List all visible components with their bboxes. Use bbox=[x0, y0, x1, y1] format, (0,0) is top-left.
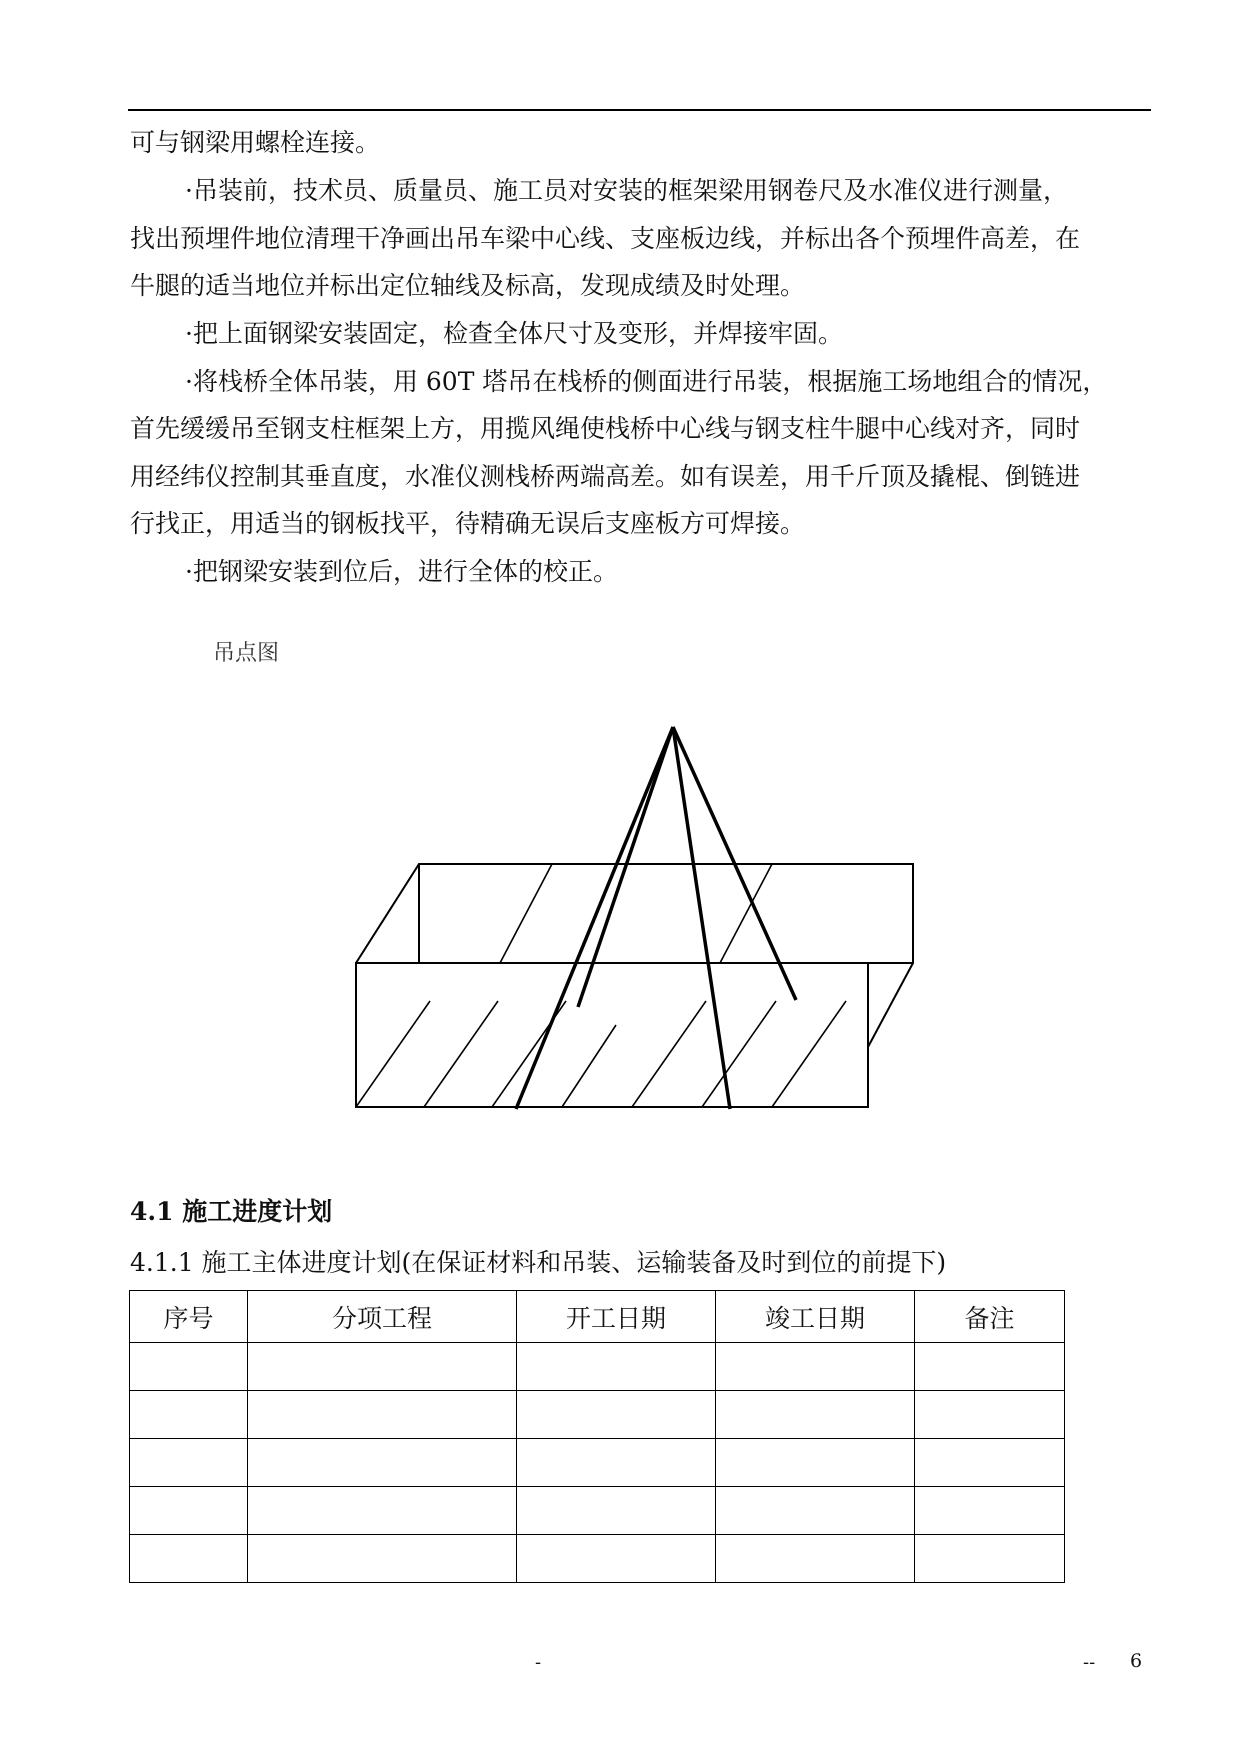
bullet-line: ·把上面钢梁安装固定，检查全体尺寸及变形，并焊接牢固。 bbox=[185, 319, 843, 348]
schedule-table bbox=[129, 1290, 1065, 1583]
footer-center-mark: - bbox=[535, 1652, 542, 1673]
figure-caption: 吊点图 bbox=[213, 641, 280, 666]
paragraph-line: 找出预埋件地位清理干净画出吊车梁中心线、支座板边线，并标出各个预埋件高差，在 bbox=[130, 224, 1081, 253]
bullet-line: ·把钢梁安装到位后，进行全体的校正。 bbox=[185, 557, 618, 586]
table-row bbox=[130, 1535, 1065, 1583]
section-heading: 4.1 施工进度计划 bbox=[130, 1197, 333, 1226]
column-header: 序号 bbox=[130, 1291, 248, 1343]
bullet-line: ·吊装前，技术员、质量员、施工员对安装的框架梁用钢卷尺及水准仪进行测量， bbox=[185, 176, 1068, 205]
paragraph-line: 首先缓缓吊至钢支柱框架上方，用揽风绳使栈桥中心线与钢支柱牛腿中心线对齐，同时 bbox=[130, 414, 1081, 443]
column-header: 开工日期 bbox=[517, 1291, 716, 1343]
column-header: 分项工程 bbox=[248, 1291, 517, 1343]
paragraph-line: 可与钢梁用螺栓连接。 bbox=[130, 128, 381, 157]
box-top-face bbox=[356, 864, 913, 963]
column-header: 竣工日期 bbox=[716, 1291, 915, 1343]
footer-right-mark: -- bbox=[1083, 1652, 1096, 1673]
sling-front-right bbox=[673, 727, 730, 1109]
paragraph-line: 用经纬仪控制其垂直度，水准仪测栈桥两端高差。如有误差，用千斤顶及撬棍、倒链进 bbox=[130, 462, 1081, 491]
lifting-point-diagram bbox=[340, 715, 920, 1135]
bullet-line: ·将栈桥全体吊装，用 60T 塔吊在栈桥的侧面进行吊装，根据施工场地组合的情况， bbox=[185, 367, 1108, 396]
box-right-edge bbox=[868, 963, 913, 1047]
table-row bbox=[130, 1439, 1065, 1487]
column-header: 备注 bbox=[915, 1291, 1065, 1343]
paragraph-line: 牛腿的适当地位并标出定位轴线及标高，发现成绩及时处理。 bbox=[130, 271, 806, 300]
page-number: 6 bbox=[1130, 1650, 1143, 1672]
table-row bbox=[130, 1343, 1065, 1391]
table-row bbox=[130, 1391, 1065, 1439]
table-header-row bbox=[130, 1291, 1065, 1343]
sling-back-left bbox=[578, 727, 673, 1007]
sling-front-left bbox=[516, 727, 673, 1109]
box-frame bbox=[356, 864, 913, 1107]
subsection-heading: 4.1.1 施工主体进度计划(在保证材料和吊装、运输装备及时到位的前提下) bbox=[130, 1248, 947, 1277]
header-rule bbox=[128, 109, 1151, 111]
table-row bbox=[130, 1487, 1065, 1535]
paragraph-line: 行找正，用适当的钢板找平，待精确无误后支座板方可焊接。 bbox=[130, 509, 806, 538]
box-front-face bbox=[356, 963, 868, 1107]
sling-lines bbox=[516, 727, 796, 1109]
